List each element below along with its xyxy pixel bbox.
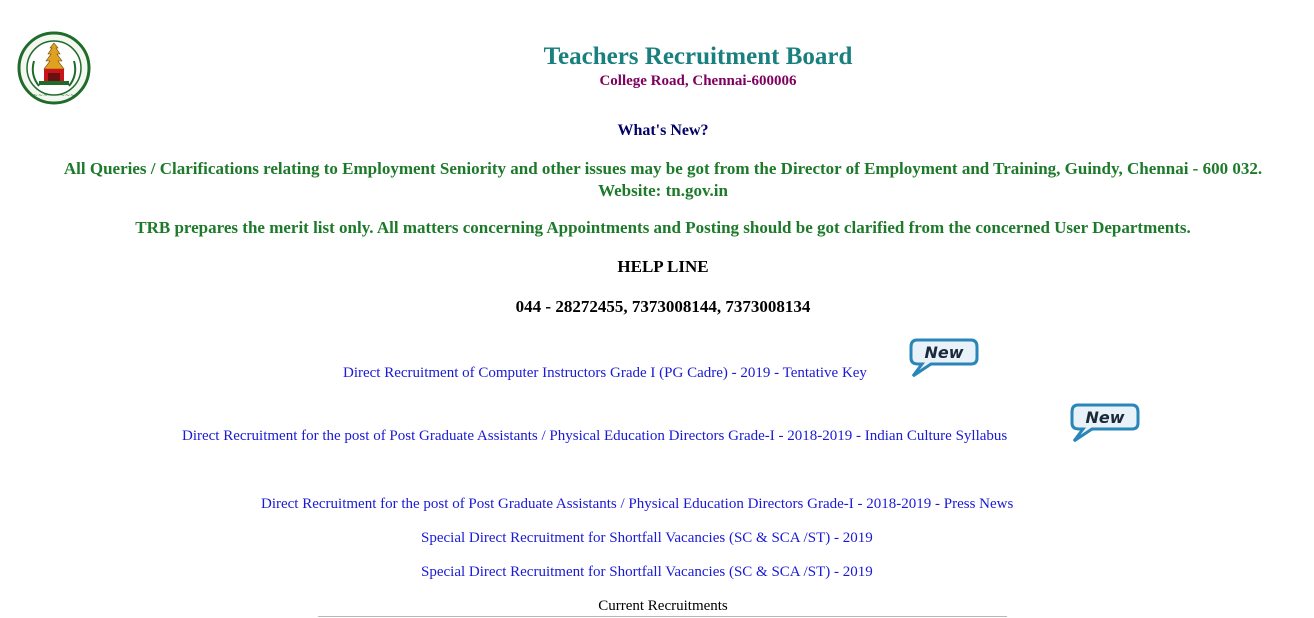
queries-notice (0, 158, 1314, 202)
link-special-recruitment-2[interactable]: Special Direct Recruitment for Shortfall Vacancies (SC & SCA /ST) - 2019 (421, 564, 873, 580)
new-badge-icon (907, 336, 981, 378)
helpline-numbers: 044 - 28272455, 7373008144, 7373008134 (515, 297, 811, 316)
queries-notice-website: Website: tn.gov.in (598, 181, 728, 200)
page-subtitle: College Road, Chennai-600006 (599, 73, 797, 89)
current-recruitments-heading: Current Recruitments (598, 598, 728, 614)
svg-text:New: New (1085, 408, 1125, 427)
page-title: Teachers Recruitment Board (543, 43, 853, 70)
link-special-recruitment-1[interactable]: Special Direct Recruitment for Shortfall Vacancies (SC & SCA /ST) - 2019 (421, 530, 873, 546)
svg-text:New: New (924, 343, 964, 362)
new-badge-icon (1068, 401, 1142, 443)
queries-notice-line1: All Queries / Clarifications relating to Employment Seniority and other issues may be got from the Director of Employment and Training, Guindy, Chennai - 600 032. (63, 159, 1263, 178)
link-computer-instructors-key[interactable]: Direct Recruitment of Computer Instructors Grade I (PG Cadre) - 2019 - Tentative Key (343, 365, 867, 381)
merit-notice: TRB prepares the merit list only. All matters concerning Appointments and Posting should be got clarified from the concerned User Departments. (135, 218, 1191, 237)
link-pg-assistants-syllabus[interactable]: Direct Recruitment for the post of Post Graduate Assistants / Physical Education Directors Grade-I - 2018-2019 - Indian Culture Syllabus (182, 428, 1008, 444)
svg-text:~~~~ ~~~~: ~~~~ ~~~~ (32, 92, 76, 99)
divider (318, 616, 1007, 617)
page-header (0, 42, 1314, 90)
link-pg-assistants-press-news[interactable]: Direct Recruitment for the post of Post Graduate Assistants / Physical Education Directors Grade-I - 2018-2019 - Press News (261, 496, 1014, 512)
helpline-heading: HELP LINE (617, 257, 709, 276)
whats-new-heading: What's New? (617, 122, 709, 139)
